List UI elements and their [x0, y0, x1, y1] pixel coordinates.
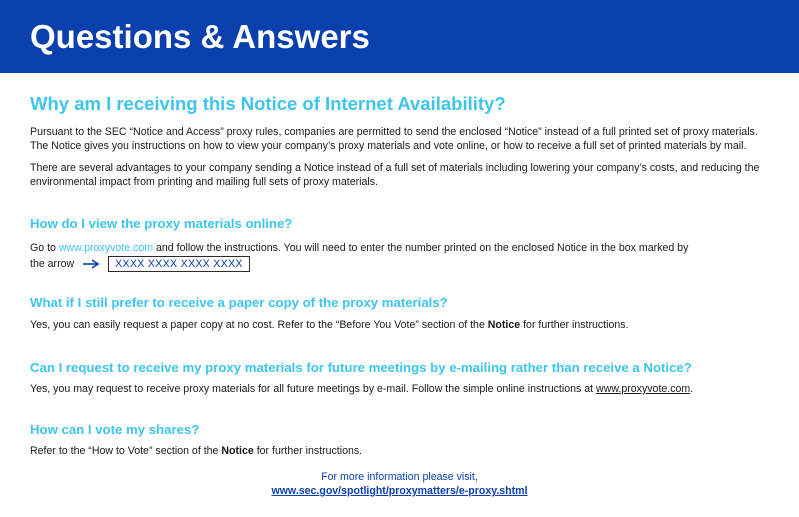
arrow-label: the arrow — [30, 258, 75, 270]
paper-copy-heading: What if I still prefer to receive a paper copy of the proxy materials? — [30, 295, 448, 310]
email-heading: Can I request to receive my proxy materials for future meetings by e-mailing rather than receive a Notice? — [30, 360, 692, 375]
vote-text-before: Refer to the “How to Vote” section of the — [30, 445, 222, 457]
vote-paragraph — [30, 444, 775, 458]
view-online-text-after: and follow the instructions. You will need to enter the number printed on the enclosed Notice in the box marked by — [153, 242, 689, 254]
intro-heading: Why am I receiving this Notice of Internet Availability? — [30, 93, 506, 114]
footer-info-text: For more information please visit, — [321, 471, 478, 483]
view-online-paragraph — [30, 241, 775, 255]
intro-paragraph-2: There are several advantages to your company sending a Notice instead of a full set of materials including lowering your company’s costs, and reducing the environmental impact from printing and mailing full sets of proxy materials. — [30, 162, 760, 188]
page-title: Questions & Answers — [30, 18, 370, 55]
email-paragraph — [30, 382, 775, 396]
email-text-before: Yes, you may request to receive proxy materials for all future meetings by e-mail. Follow the simple online instructions at — [30, 383, 597, 395]
view-online-heading: How do I view the proxy materials online? — [30, 216, 293, 231]
control-number-box: XXXX XXXX XXXX XXXX — [108, 256, 250, 272]
vote-heading: How can I vote my shares? — [30, 422, 200, 437]
vote-text-after: for further instructions. — [253, 445, 363, 457]
intro-paragraph-1: Pursuant to the SEC “Notice and Access” proxy rules, companies are permitted to send the enclosed “Notice” instead of a full printed set of proxy materials. The Notice gives you instructions on how to view your company’s proxy materials and vote online, or how to receive a full set of printed materials by mail. — [30, 126, 758, 152]
proxyvote-link[interactable]: www.proxyvote.com — [58, 242, 154, 254]
vote-notice: Notice — [221, 445, 254, 457]
view-online-text-before: Go to — [30, 242, 59, 254]
sec-eproxy-link[interactable]: www.sec.gov/spotlight/proxymatters/e-proxy.shtml — [271, 485, 528, 497]
header-banner — [0, 0, 799, 73]
paper-copy-notice: Notice — [487, 319, 521, 331]
arrow-right-icon — [82, 259, 100, 269]
email-text-after: . — [690, 383, 694, 395]
paper-copy-paragraph — [30, 318, 775, 332]
footer-link-row — [0, 484, 799, 498]
proxyvote-email-link[interactable]: www.proxyvote.com — [596, 383, 691, 395]
arrow-row — [30, 256, 250, 272]
paper-copy-text-before: Yes, you can easily request a paper copy at no cost. Refer to the “Before You Vote” section of the — [30, 319, 488, 331]
paper-copy-text-after: for further instructions. — [520, 319, 629, 331]
